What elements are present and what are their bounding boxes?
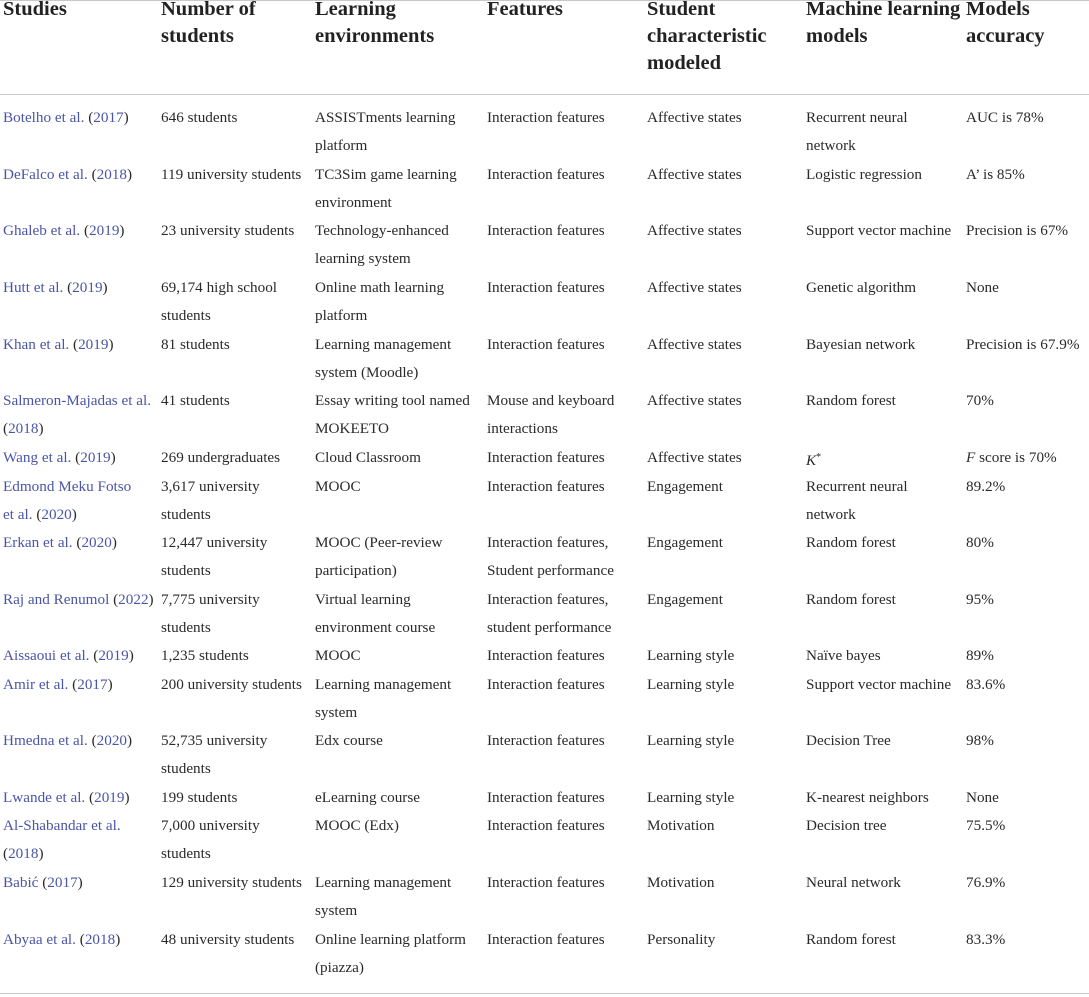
paren: ( bbox=[113, 591, 119, 608]
cell-ml-model: Support vector machine bbox=[806, 676, 952, 693]
cell-ml-model: Genetic algorithm bbox=[806, 279, 917, 296]
study-year-link[interactable]: 2018 bbox=[8, 845, 39, 862]
paren: ( bbox=[75, 449, 81, 466]
cell-model-accuracy bbox=[966, 444, 1057, 472]
cell-learning-environment: eLearning course bbox=[315, 789, 420, 806]
cell-number-of-students: 3,617 university students bbox=[161, 478, 260, 523]
study-year-link[interactable]: 2020 bbox=[96, 732, 127, 749]
cell-model-accuracy: Precision is 67.9% bbox=[966, 336, 1080, 353]
cell-model-accuracy: Precision is 67% bbox=[966, 222, 1069, 239]
study-year-link[interactable]: 2018 bbox=[84, 931, 116, 948]
header-learning-environments: Learning environments bbox=[315, 0, 435, 47]
paren: ) bbox=[110, 449, 116, 466]
paren: ) bbox=[123, 109, 129, 126]
model-name-superscript: * bbox=[816, 452, 822, 463]
study-citation-link[interactable]: Botelho et al. bbox=[3, 109, 89, 126]
cell-student-characteristic: Personality bbox=[647, 931, 716, 948]
cell-ml-model: Recurrent neural network bbox=[806, 478, 908, 523]
cell-study bbox=[3, 274, 108, 302]
study-citation-link[interactable]: Khan et al. bbox=[3, 336, 74, 353]
cell-ml-model: Decision tree bbox=[806, 817, 887, 834]
paren: ) bbox=[119, 222, 125, 239]
cell-number-of-students: 23 university students bbox=[161, 222, 295, 239]
cell-learning-environment: ASSISTments learning platform bbox=[315, 109, 456, 154]
cell-ml-model: Recurrent neural network bbox=[806, 109, 908, 154]
cell-student-characteristic: Learning style bbox=[647, 676, 735, 693]
cell-features: Interaction features bbox=[487, 222, 605, 239]
cell-learning-environment: Edx course bbox=[315, 732, 383, 749]
paren: ) bbox=[38, 420, 44, 437]
paren: ( bbox=[89, 789, 95, 806]
cell-learning-environment: MOOC bbox=[315, 478, 361, 495]
cell-model-accuracy: 95% bbox=[966, 591, 994, 608]
cell-study bbox=[3, 812, 121, 868]
study-year-link[interactable]: 2017 bbox=[47, 874, 78, 891]
cell-student-characteristic: Affective states bbox=[647, 336, 742, 353]
study-year-link[interactable]: 2017 bbox=[77, 676, 108, 693]
paren: ) bbox=[127, 166, 133, 183]
cell-student-characteristic: Affective states bbox=[647, 109, 742, 126]
cell-number-of-students: 41 students bbox=[161, 392, 230, 409]
study-citation-link[interactable]: Babić bbox=[3, 874, 43, 891]
study-citation-link[interactable]: Al-Shabandar et al. bbox=[3, 817, 121, 834]
accuracy-metric-italic: F bbox=[966, 449, 976, 466]
paren: ) bbox=[111, 534, 117, 551]
cell-model-accuracy: 83.6% bbox=[966, 676, 1006, 693]
cell-study bbox=[3, 869, 83, 897]
paren: ( bbox=[67, 279, 73, 296]
cell-number-of-students: 119 university students bbox=[161, 166, 302, 183]
paren: ( bbox=[36, 506, 42, 523]
cell-ml-model: Decision Tree bbox=[806, 732, 891, 749]
cell-features: Interaction features bbox=[487, 478, 605, 495]
cell-features: Interaction features bbox=[487, 109, 605, 126]
study-citation-link[interactable]: Ghaleb et al. bbox=[3, 222, 84, 239]
paren: ( bbox=[72, 676, 78, 693]
cell-ml-model: Logistic regression bbox=[806, 166, 922, 183]
paren: ( bbox=[91, 166, 97, 183]
cell-study bbox=[3, 331, 114, 359]
study-year-link[interactable]: 2022 bbox=[118, 591, 149, 608]
cell-study bbox=[3, 926, 120, 954]
cell-ml-model: Random forest bbox=[806, 534, 896, 551]
cell-study bbox=[3, 161, 132, 189]
cell-number-of-students: 52,735 university students bbox=[161, 732, 268, 777]
cell-student-characteristic: Affective states bbox=[647, 392, 742, 409]
cell-learning-environment: Learning management system (Moodle) bbox=[315, 336, 452, 381]
table-header-rule bbox=[0, 94, 1089, 95]
cell-features: Interaction features bbox=[487, 789, 605, 806]
study-citation-link[interactable]: Abyaa et al. bbox=[3, 931, 80, 948]
cell-number-of-students: 129 university students bbox=[161, 874, 302, 891]
cell-model-accuracy: A’ is 85% bbox=[966, 166, 1025, 183]
paren: ) bbox=[128, 647, 134, 664]
study-year-link[interactable]: 2019 bbox=[78, 336, 109, 353]
cell-ml-model: Random forest bbox=[806, 392, 896, 409]
cell-features: Interaction features, Student performance bbox=[487, 534, 614, 579]
cell-ml-model bbox=[806, 444, 821, 475]
cell-learning-environment: MOOC (Edx) bbox=[315, 817, 399, 834]
cell-learning-environment: Technology-enhanced learning system bbox=[315, 222, 449, 267]
cell-ml-model: Neural network bbox=[806, 874, 901, 891]
study-citation-link[interactable]: Amir et al. bbox=[3, 676, 73, 693]
cell-features: Interaction features bbox=[487, 449, 605, 466]
cell-model-accuracy: 89% bbox=[966, 647, 994, 664]
cell-features: Interaction features bbox=[487, 817, 605, 834]
cell-features: Interaction features bbox=[487, 676, 605, 693]
cell-number-of-students: 12,447 university students bbox=[161, 534, 268, 579]
cell-study bbox=[3, 387, 151, 443]
study-citation-link[interactable]: Raj and Renumol bbox=[3, 591, 114, 608]
study-year-link[interactable]: 2018 bbox=[96, 166, 127, 183]
cell-model-accuracy: None bbox=[966, 789, 999, 806]
cell-number-of-students: 646 students bbox=[161, 109, 238, 126]
cell-model-accuracy: 80% bbox=[966, 534, 994, 551]
cell-features: Interaction features bbox=[487, 732, 605, 749]
study-citation-link[interactable]: DeFalco et al. bbox=[3, 166, 92, 183]
cell-model-accuracy: None bbox=[966, 279, 999, 296]
study-citation-link[interactable]: Lwande et al. bbox=[3, 789, 90, 806]
cell-ml-model: Support vector machine bbox=[806, 222, 952, 239]
cell-learning-environment: MOOC (Peer-review participation) bbox=[315, 534, 443, 579]
cell-student-characteristic: Affective states bbox=[647, 222, 742, 239]
accuracy-value: score is 70% bbox=[975, 449, 1057, 466]
header-ml-models: Machine learning models bbox=[806, 0, 961, 47]
cell-number-of-students: 200 university students bbox=[161, 676, 302, 693]
cell-learning-environment: Online learning platform (piazza) bbox=[315, 931, 466, 976]
cell-study bbox=[3, 444, 116, 472]
cell-number-of-students: 81 students bbox=[161, 336, 230, 353]
cell-number-of-students: 269 undergraduates bbox=[161, 449, 281, 466]
header-models-accuracy: Models accuracy bbox=[966, 0, 1045, 47]
study-year-link[interactable]: 2019 bbox=[80, 449, 111, 466]
cell-number-of-students: 48 university students bbox=[161, 931, 295, 948]
cell-student-characteristic: Affective states bbox=[647, 449, 742, 466]
paren: ( bbox=[93, 647, 99, 664]
study-citation-link[interactable]: Wang et al. bbox=[3, 449, 76, 466]
header-number-of-students: Number of students bbox=[161, 0, 256, 47]
cell-study bbox=[3, 104, 129, 132]
paren: ) bbox=[108, 336, 114, 353]
cell-study bbox=[3, 671, 113, 699]
header-studies: Studies bbox=[3, 0, 67, 20]
cell-student-characteristic: Engagement bbox=[647, 534, 723, 551]
cell-ml-model: Naïve bayes bbox=[806, 647, 881, 664]
paren: ( bbox=[83, 222, 90, 239]
cell-ml-model: Bayesian network bbox=[806, 336, 916, 353]
cell-features: Interaction features bbox=[487, 931, 605, 948]
study-year-link[interactable]: 2017 bbox=[93, 109, 124, 126]
cell-features: Interaction features bbox=[487, 874, 605, 891]
cell-model-accuracy: 98% bbox=[966, 732, 994, 749]
cell-features: Interaction features bbox=[487, 336, 605, 353]
cell-model-accuracy: 83.3% bbox=[966, 931, 1006, 948]
study-year-link[interactable]: 2020 bbox=[41, 506, 72, 523]
paren: ) bbox=[124, 789, 130, 806]
study-citation-link[interactable]: Aissaoui et al. bbox=[3, 647, 94, 664]
study-year-link[interactable]: 2019 bbox=[94, 789, 125, 806]
cell-student-characteristic: Engagement bbox=[647, 478, 723, 495]
cell-number-of-students: 7,000 university students bbox=[161, 817, 260, 862]
cell-number-of-students: 7,775 university students bbox=[161, 591, 260, 636]
paren: ( bbox=[3, 845, 9, 862]
study-citation-link[interactable]: Erkan et al. bbox=[3, 534, 77, 551]
header-features: Features bbox=[487, 0, 563, 20]
cell-learning-environment: Cloud Classroom bbox=[315, 449, 421, 466]
model-name-italic: K bbox=[806, 452, 817, 469]
paren: ) bbox=[102, 279, 108, 296]
paren: ( bbox=[42, 874, 48, 891]
cell-study bbox=[3, 529, 117, 557]
paren: ( bbox=[91, 732, 97, 749]
cell-study bbox=[3, 473, 131, 529]
paren: ( bbox=[3, 420, 9, 437]
cell-model-accuracy: 70% bbox=[966, 392, 994, 409]
paren: ) bbox=[115, 931, 121, 948]
cell-model-accuracy: AUC is 78% bbox=[966, 109, 1044, 126]
cell-model-accuracy: 89.2% bbox=[966, 478, 1006, 495]
study-year-link[interactable]: 2019 bbox=[72, 279, 103, 296]
paren: ) bbox=[127, 732, 133, 749]
cell-learning-environment: Essay writing tool named MOKEETO bbox=[315, 392, 470, 437]
cell-student-characteristic: Motivation bbox=[647, 874, 715, 891]
cell-features: Interaction features, student performance bbox=[487, 591, 612, 636]
study-citation-link[interactable]: Hutt et al. bbox=[3, 279, 68, 296]
study-citation-link[interactable]: Salmeron-Majadas et al. bbox=[3, 392, 152, 409]
cell-student-characteristic: Affective states bbox=[647, 166, 742, 183]
cell-learning-environment: Learning management system bbox=[315, 874, 452, 919]
cell-student-characteristic: Motivation bbox=[647, 817, 715, 834]
paren: ( bbox=[88, 109, 94, 126]
cell-learning-environment: Online math learning platform bbox=[315, 279, 445, 324]
cell-student-characteristic: Engagement bbox=[647, 591, 723, 608]
paren: ( bbox=[79, 931, 85, 948]
header-student-characteristic: Student characteristic modeled bbox=[647, 0, 767, 74]
study-citation-link[interactable]: Hmedna et al. bbox=[3, 732, 92, 749]
study-citation-link[interactable]: Edmond Meku Fotso et al. bbox=[3, 478, 132, 523]
paren: ( bbox=[73, 336, 79, 353]
study-year-link[interactable]: 2019 bbox=[89, 222, 120, 239]
study-year-link[interactable]: 2019 bbox=[98, 647, 129, 664]
cell-features: Interaction features bbox=[487, 279, 605, 296]
paren: ) bbox=[38, 845, 44, 862]
paren: ) bbox=[77, 874, 83, 891]
paren: ) bbox=[148, 591, 154, 608]
cell-features: Mouse and keyboard interactions bbox=[487, 392, 615, 437]
cell-study bbox=[3, 727, 132, 755]
cell-study bbox=[3, 586, 154, 614]
cell-learning-environment: TC3Sim game learning environment bbox=[315, 166, 457, 211]
table-bottom-rule bbox=[0, 993, 1089, 994]
cell-number-of-students: 1,235 students bbox=[161, 647, 249, 664]
cell-student-characteristic: Learning style bbox=[647, 789, 735, 806]
study-year-link[interactable]: 2018 bbox=[8, 420, 39, 437]
cell-number-of-students: 199 students bbox=[161, 789, 238, 806]
cell-ml-model: Random forest bbox=[806, 931, 896, 948]
paren: ( bbox=[76, 534, 82, 551]
cell-study bbox=[3, 784, 130, 812]
cell-student-characteristic: Learning style bbox=[647, 647, 735, 664]
cell-model-accuracy: 76.9% bbox=[966, 874, 1006, 891]
cell-learning-environment: Virtual learning environment course bbox=[315, 591, 436, 636]
study-year-link[interactable]: 2020 bbox=[81, 534, 112, 551]
cell-student-characteristic: Affective states bbox=[647, 279, 742, 296]
cell-features: Interaction features bbox=[487, 166, 605, 183]
cell-number-of-students: 69,174 high school students bbox=[161, 279, 278, 324]
cell-study bbox=[3, 642, 134, 670]
cell-ml-model: K-nearest neighbors bbox=[806, 789, 929, 806]
paren: ) bbox=[71, 506, 77, 523]
cell-study bbox=[3, 217, 124, 245]
cell-learning-environment: MOOC bbox=[315, 647, 361, 664]
cell-ml-model: Random forest bbox=[806, 591, 896, 608]
cell-learning-environment: Learning management system bbox=[315, 676, 452, 721]
paren: ) bbox=[107, 676, 113, 693]
cell-features: Interaction features bbox=[487, 647, 605, 664]
cell-model-accuracy: 75.5% bbox=[966, 817, 1006, 834]
cell-student-characteristic: Learning style bbox=[647, 732, 735, 749]
